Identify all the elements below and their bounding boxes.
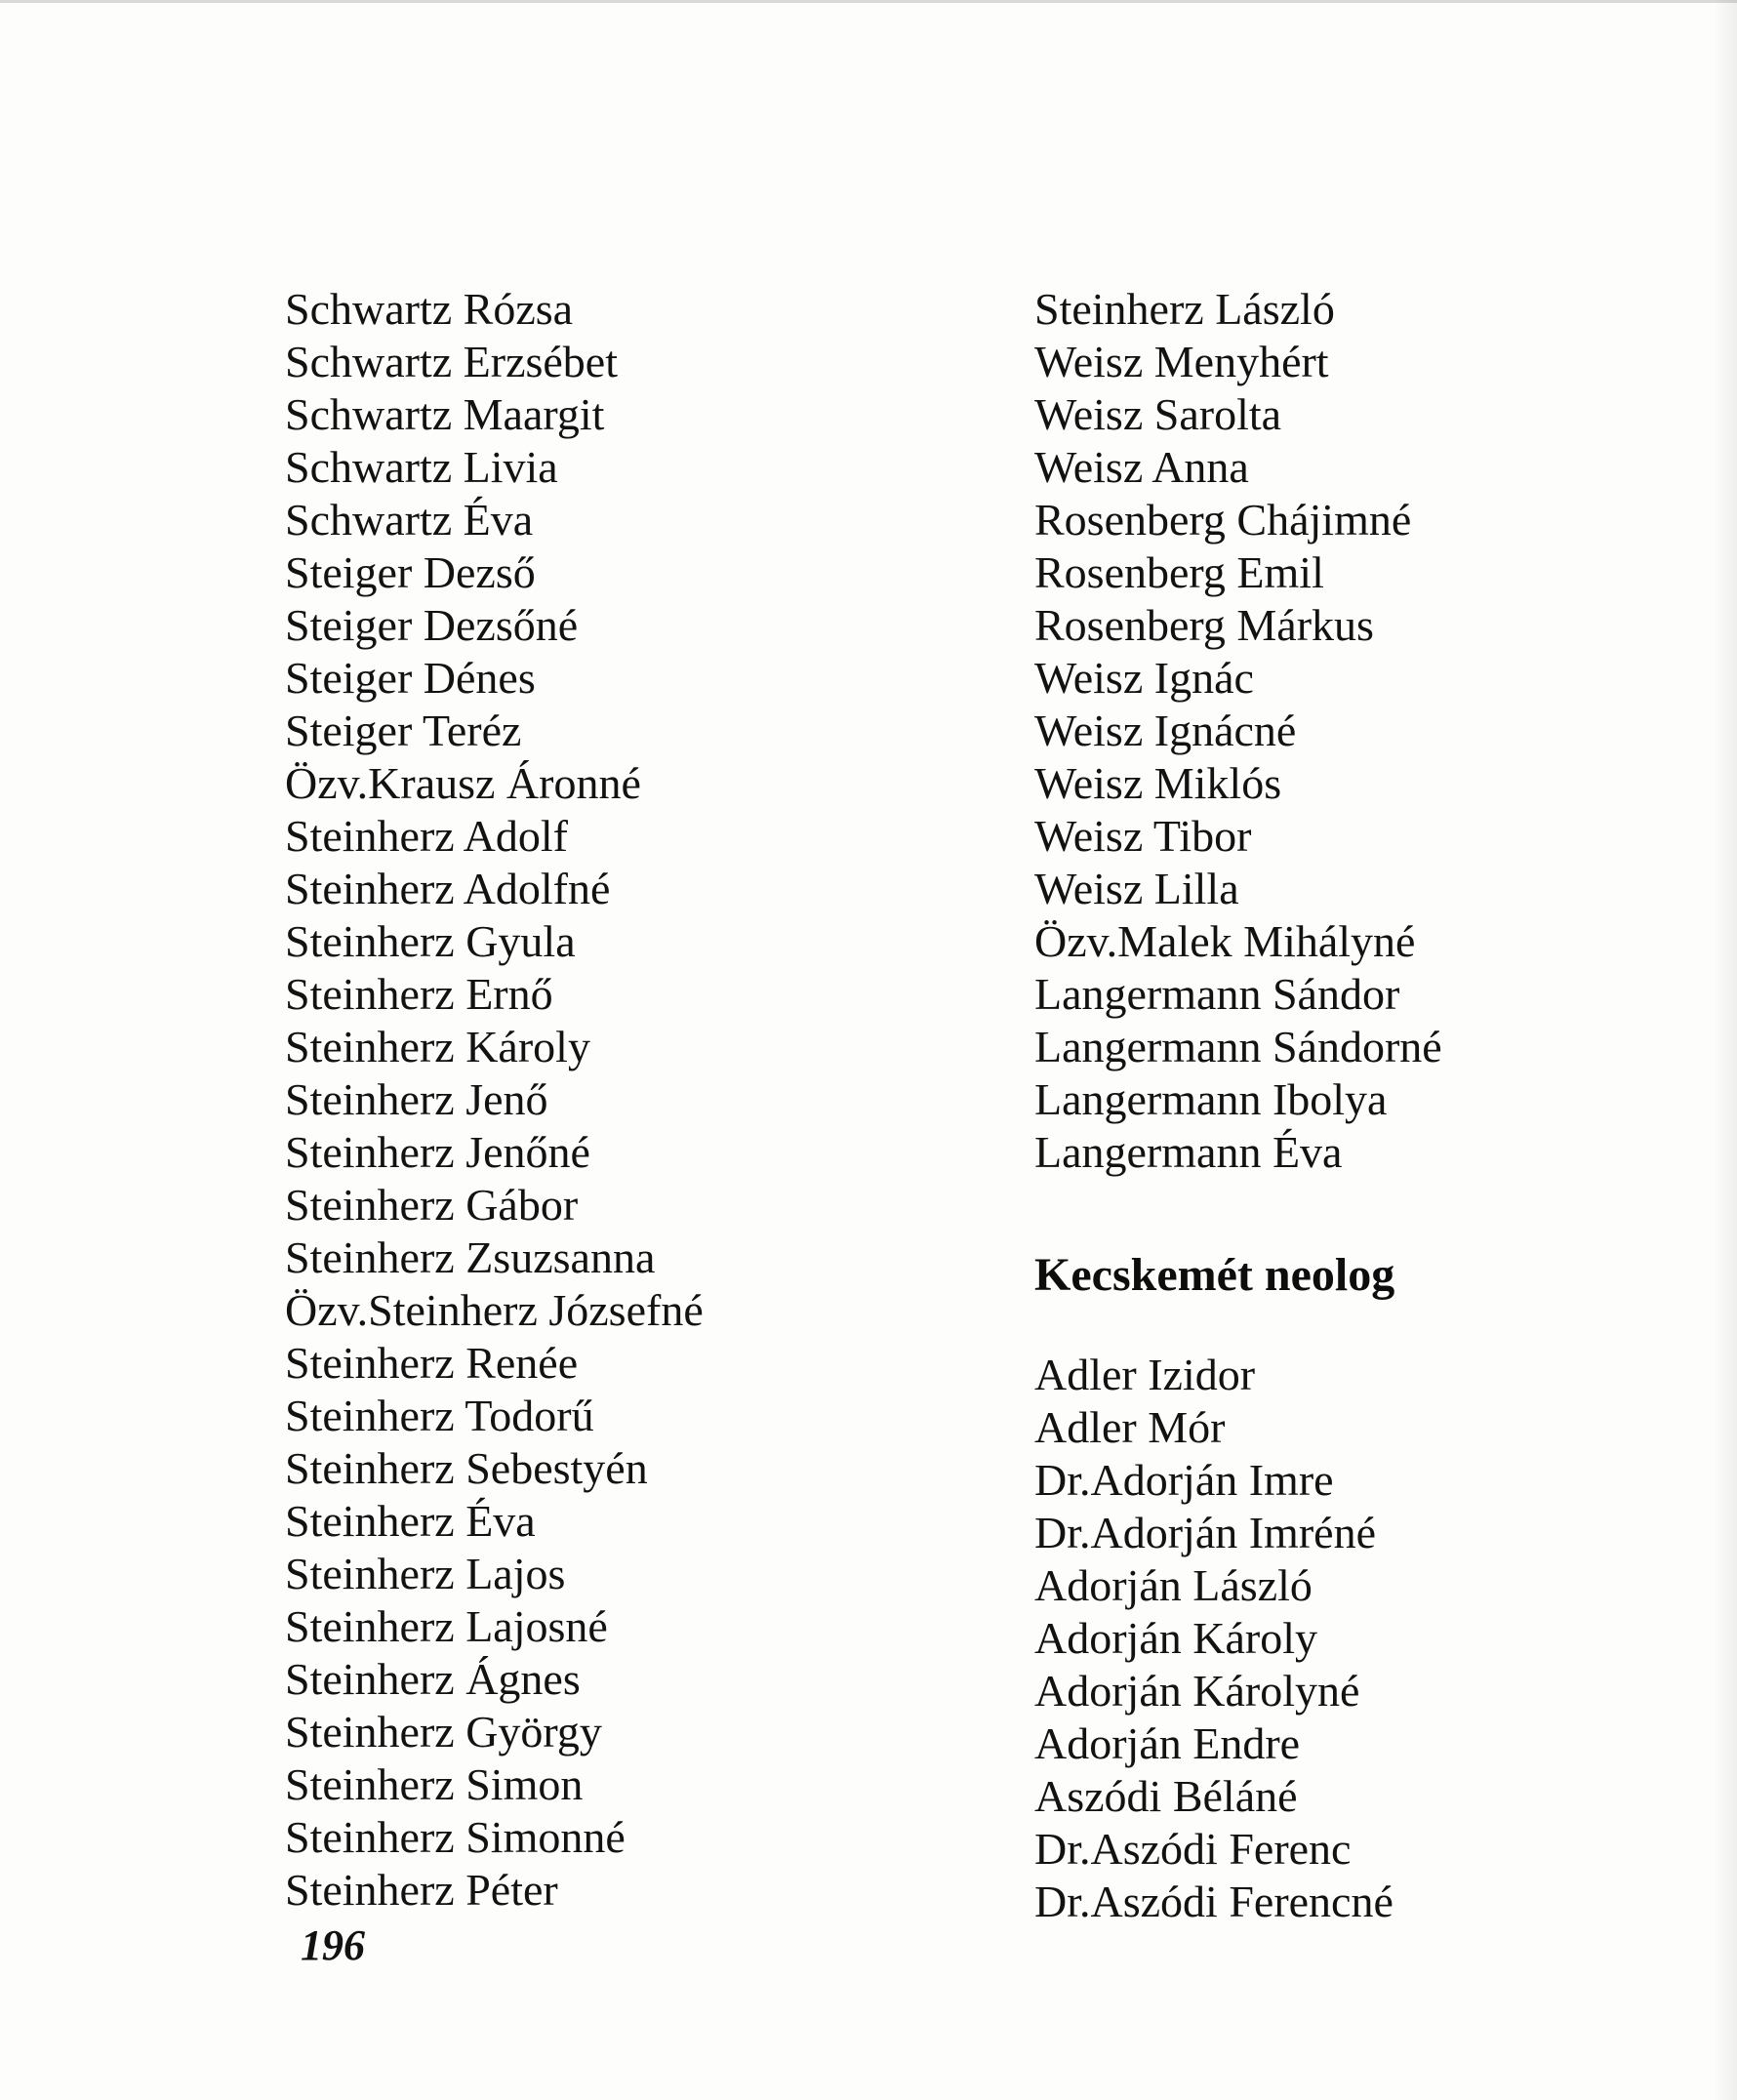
name-entry: Aszódi Béláné	[1034, 1771, 1298, 1821]
name-entry: Weisz Miklós	[1034, 758, 1282, 808]
name-entry: Steiger Teréz	[285, 706, 522, 755]
name-entry: Steinherz Renée	[285, 1338, 579, 1388]
name-entry: Özv.Steinherz Józsefné	[285, 1285, 704, 1335]
name-entry: Adorján László	[1034, 1560, 1313, 1610]
name-entry: Steinherz Zsuzsanna	[285, 1232, 656, 1282]
scan-top-edge	[0, 0, 1737, 3]
name-entry: Steinherz Gábor	[285, 1180, 579, 1230]
name-entry: Adler Mór	[1034, 1402, 1226, 1452]
name-entry: Weisz Anna	[1034, 442, 1249, 492]
name-entry: Steinherz Lajos	[285, 1549, 566, 1598]
name-entry: Steinherz Adolfné	[285, 864, 611, 913]
name-entry: Steinherz Simon	[285, 1759, 584, 1809]
name-entry: Rosenberg Márkus	[1034, 600, 1374, 650]
name-entry: Steiger Dezső	[285, 547, 536, 597]
name-entry: Steinherz Éva	[285, 1496, 536, 1546]
page-number: 196	[301, 1921, 365, 1969]
name-entry: Steinherz Sebestyén	[285, 1443, 648, 1493]
name-entry: Steinherz Simonné	[285, 1812, 626, 1862]
name-entry: Weisz Sarolta	[1034, 389, 1282, 439]
name-entry: Weisz Lilla	[1034, 864, 1239, 913]
name-entry: Steinherz Adolf	[285, 811, 568, 861]
name-entry: Özv.Krausz Áronné	[285, 758, 641, 808]
name-entry: Steinherz Lajosné	[285, 1601, 608, 1651]
name-entry: Adorján Károly	[1034, 1613, 1317, 1663]
name-entry: Schwartz Rózsa	[285, 284, 574, 334]
name-entry: Weisz Menyhért	[1034, 337, 1329, 386]
name-entry: Dr.Adorján Imre	[1034, 1455, 1334, 1505]
name-entry: Dr.Aszódi Ferencné	[1034, 1877, 1394, 1926]
name-entry: Steinherz Ernő	[285, 969, 553, 1019]
name-entry: Schwartz Erzsébet	[285, 337, 619, 386]
name-entry: Steiger Dénes	[285, 653, 536, 703]
name-entry: Schwartz Livia	[285, 442, 558, 492]
name-entry: Langermann Sándorné	[1034, 1022, 1442, 1071]
name-entry: Steinherz László	[1034, 284, 1335, 334]
name-entry: Dr.Aszódi Ferenc	[1034, 1824, 1352, 1874]
name-entry: Dr.Adorján Imréné	[1034, 1508, 1376, 1557]
section-heading: Kecskemét neolog	[1034, 1249, 1395, 1301]
name-entry: Schwartz Maargit	[285, 389, 605, 439]
name-entry: Steinherz Jenő	[285, 1074, 548, 1124]
name-entry: Steinherz Todorű	[285, 1391, 594, 1440]
name-entry: Adorján Károlyné	[1034, 1666, 1360, 1716]
name-entry: Langermann Éva	[1034, 1127, 1343, 1177]
name-entry: Rosenberg Chájimné	[1034, 495, 1412, 545]
name-entry: Adler Izidor	[1034, 1350, 1256, 1399]
name-entry: Schwartz Éva	[285, 495, 534, 545]
name-entry: Steinherz Ágnes	[285, 1654, 581, 1704]
name-entry: Langermann Sándor	[1034, 969, 1400, 1019]
name-entry: Steiger Dezsőné	[285, 600, 579, 650]
left-name-column	[285, 283, 988, 1917]
name-entry: Langermann Ibolya	[1034, 1074, 1388, 1124]
name-entry: Weisz Ignácné	[1034, 706, 1297, 755]
name-entry: Weisz Ignác	[1034, 653, 1254, 703]
name-entry: Steinherz György	[285, 1707, 602, 1757]
name-entry: Steinherz Gyula	[285, 916, 576, 966]
name-entry: Steinherz Jenőné	[285, 1127, 590, 1177]
right-name-column	[1034, 283, 1717, 1928]
name-entry: Steinherz Péter	[285, 1865, 558, 1915]
name-entry: Weisz Tibor	[1034, 811, 1252, 861]
name-entry: Adorján Endre	[1034, 1718, 1301, 1768]
name-entry: Steinherz Károly	[285, 1022, 590, 1071]
name-entry: Özv.Malek Mihályné	[1034, 916, 1416, 966]
name-entry: Rosenberg Emil	[1034, 547, 1324, 597]
